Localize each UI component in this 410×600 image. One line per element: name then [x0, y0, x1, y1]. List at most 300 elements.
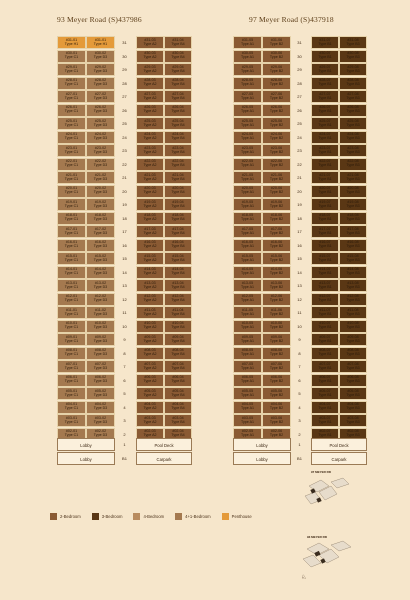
unit-cell[interactable]	[164, 144, 192, 157]
unit-cell[interactable]	[164, 266, 192, 279]
unit-cell[interactable]	[311, 266, 339, 279]
unit-cell[interactable]	[86, 77, 115, 90]
unit-cell[interactable]	[136, 252, 164, 265]
unit-cell[interactable]	[339, 401, 367, 414]
unit-cell[interactable]	[86, 104, 115, 117]
unit-cell[interactable]	[57, 131, 86, 144]
unit-cell[interactable]	[164, 333, 192, 346]
unit-cell[interactable]	[311, 239, 339, 252]
unit-type: Type A1	[241, 176, 254, 181]
unit-type: Type A1	[241, 284, 254, 289]
unit-cell[interactable]	[233, 306, 262, 319]
unit-cell[interactable]	[233, 90, 262, 103]
unit-cell[interactable]	[86, 239, 115, 252]
unit-cell[interactable]	[86, 320, 115, 333]
legend-swatch	[92, 513, 99, 520]
unit-cell[interactable]	[136, 104, 164, 117]
unit-cell[interactable]	[262, 252, 291, 265]
unit-cell[interactable]	[339, 320, 367, 333]
unit-cell[interactable]	[233, 158, 262, 171]
unit-cell[interactable]	[233, 212, 262, 225]
unit-cell[interactable]	[262, 131, 291, 144]
unit-cell[interactable]	[262, 387, 291, 400]
unit-cell[interactable]	[311, 306, 339, 319]
unit-number: #06-02	[94, 375, 107, 380]
unit-type: Type B2	[269, 190, 284, 195]
unit-cell[interactable]	[164, 131, 192, 144]
unit-cell[interactable]	[57, 306, 86, 319]
unit-number: #03-05	[241, 415, 254, 420]
unit-cell[interactable]	[86, 387, 115, 400]
unit-cell[interactable]	[57, 360, 86, 373]
unit-cell[interactable]	[136, 144, 164, 157]
unit-cell[interactable]	[86, 252, 115, 265]
unit-number: #03-07	[319, 415, 331, 420]
unit-cell[interactable]	[339, 279, 367, 292]
unit-cell[interactable]	[136, 171, 164, 184]
unit-cell[interactable]	[262, 293, 291, 306]
unit-cell[interactable]	[233, 333, 262, 346]
unit-type: Type B4	[171, 298, 185, 303]
unit-cell[interactable]	[339, 158, 367, 171]
unit-type: Type D3	[93, 406, 108, 411]
unit-cell[interactable]	[311, 171, 339, 184]
unit-type: Type A1	[241, 109, 254, 114]
unit-cell[interactable]	[339, 333, 367, 346]
unit-cell[interactable]	[136, 414, 164, 427]
unit-cell[interactable]	[233, 360, 262, 373]
unit-cell[interactable]	[136, 185, 164, 198]
unit-cell[interactable]	[262, 333, 291, 346]
unit-number: #18-04	[172, 213, 184, 218]
floor-number: 8	[298, 350, 301, 356]
unit-cell[interactable]	[339, 117, 367, 130]
unit-cell[interactable]	[262, 374, 291, 387]
unit-cell[interactable]	[136, 198, 164, 211]
unit-cell[interactable]	[136, 387, 164, 400]
unit-cell[interactable]	[339, 387, 367, 400]
unit-cell[interactable]	[311, 279, 339, 292]
unit-cell[interactable]	[262, 401, 291, 414]
unit-cell[interactable]	[86, 212, 115, 225]
unit-cell[interactable]	[164, 293, 192, 306]
unit-cell[interactable]	[233, 198, 262, 211]
unit-cell[interactable]	[164, 50, 192, 63]
unit-cell[interactable]	[311, 50, 339, 63]
unit-cell[interactable]	[57, 347, 86, 360]
floor-number: 19	[297, 202, 302, 207]
unit-cell[interactable]	[262, 104, 291, 117]
unit-cell[interactable]	[57, 117, 86, 130]
unit-cell[interactable]	[311, 212, 339, 225]
unit-cell[interactable]	[136, 320, 164, 333]
unit-cell[interactable]	[57, 239, 86, 252]
unit-cell[interactable]	[339, 374, 367, 387]
unit-cell[interactable]	[136, 279, 164, 292]
unit-cell[interactable]	[136, 347, 164, 360]
unit-cell[interactable]	[57, 50, 86, 63]
unit-cell[interactable]	[311, 293, 339, 306]
unit-cell[interactable]	[57, 225, 86, 238]
unit-cell[interactable]	[136, 158, 164, 171]
unit-number: #04-07	[319, 402, 331, 407]
unit-cell[interactable]	[233, 414, 262, 427]
unit-cell[interactable]	[339, 185, 367, 198]
unit-type: Type A1	[241, 122, 254, 127]
unit-cell[interactable]	[311, 252, 339, 265]
unit-cell[interactable]	[57, 77, 86, 90]
unit-cell[interactable]	[86, 90, 115, 103]
unit-cell[interactable]	[311, 374, 339, 387]
unit-cell[interactable]	[86, 171, 115, 184]
unit-cell[interactable]	[311, 360, 339, 373]
unit-number: #02-08	[347, 429, 359, 434]
unit-number: #25-05	[241, 118, 254, 123]
unit-type: Type C1	[64, 190, 79, 195]
unit-cell[interactable]	[164, 239, 192, 252]
unit-cell[interactable]	[233, 320, 262, 333]
unit-cell[interactable]	[136, 90, 164, 103]
unit-type: Type B4	[171, 433, 185, 438]
unit-cell[interactable]	[136, 36, 164, 49]
unit-cell[interactable]	[339, 198, 367, 211]
unit-cell[interactable]	[164, 185, 192, 198]
unit-cell[interactable]	[233, 185, 262, 198]
unit-number: #14-07	[319, 267, 331, 272]
unit-cell[interactable]	[233, 144, 262, 157]
unit-cell[interactable]	[164, 279, 192, 292]
unit-cell[interactable]	[164, 225, 192, 238]
unit-cell[interactable]	[136, 77, 164, 90]
unit-number: #13-01	[65, 280, 78, 285]
unit-cell[interactable]	[262, 50, 291, 63]
unit-cell[interactable]	[86, 158, 115, 171]
unit-type: Type D3	[93, 298, 108, 303]
unit-number: #14-02	[94, 267, 107, 272]
floor-number: 25	[122, 121, 127, 126]
unit-cell[interactable]	[164, 212, 192, 225]
unit-number: #06-03	[144, 375, 156, 380]
unit-cell[interactable]	[164, 347, 192, 360]
unit-cell[interactable]	[57, 158, 86, 171]
unit-cell[interactable]	[86, 50, 115, 63]
unit-cell[interactable]	[57, 90, 86, 103]
unit-cell[interactable]	[339, 347, 367, 360]
unit-cell[interactable]	[164, 104, 192, 117]
unit-cell[interactable]	[136, 306, 164, 319]
unit-cell[interactable]	[262, 347, 291, 360]
unit-cell[interactable]	[311, 144, 339, 157]
unit-cell[interactable]	[262, 77, 291, 90]
unit-cell[interactable]	[164, 198, 192, 211]
unit-number: #12-08	[347, 294, 359, 299]
unit-type: Type B4	[171, 190, 185, 195]
unit-cell[interactable]	[233, 266, 262, 279]
unit-number: #02-03	[144, 429, 156, 434]
unit-cell[interactable]	[164, 360, 192, 373]
unit-cell[interactable]	[233, 279, 262, 292]
unit-cell[interactable]	[233, 117, 262, 130]
unit-type: Type D3	[93, 271, 108, 276]
unit-cell[interactable]	[57, 266, 86, 279]
unit-cell[interactable]	[339, 171, 367, 184]
unit-cell[interactable]	[86, 293, 115, 306]
floor-number: 20	[297, 188, 302, 194]
unit-number: #08-08	[347, 348, 359, 353]
unit-cell[interactable]	[311, 117, 339, 130]
unit-cell[interactable]	[262, 239, 291, 252]
unit-type: Type A2	[143, 392, 157, 397]
unit-number: #29-07	[319, 64, 331, 69]
unit-cell[interactable]	[262, 158, 291, 171]
unit-cell[interactable]	[136, 212, 164, 225]
unit-cell[interactable]	[233, 171, 262, 184]
unit-cell[interactable]	[164, 320, 192, 333]
unit-cell[interactable]	[136, 266, 164, 279]
unit-cell[interactable]	[233, 293, 262, 306]
unit-cell[interactable]	[262, 198, 291, 211]
unit-cell[interactable]	[262, 266, 291, 279]
unit-cell[interactable]	[233, 104, 262, 117]
unit-cell[interactable]	[57, 185, 86, 198]
unit-cell[interactable]	[164, 252, 192, 265]
unit-cell[interactable]	[86, 347, 115, 360]
unit-number: #30-03	[144, 51, 156, 56]
keyplan-97	[301, 470, 359, 516]
unit-type: Type B1	[318, 109, 332, 114]
unit-cell[interactable]	[233, 252, 262, 265]
unit-number: #04-01	[65, 402, 78, 407]
unit-number: #16-05	[241, 240, 254, 245]
unit-type: Type A1	[241, 271, 254, 276]
unit-cell[interactable]	[233, 36, 262, 49]
unit-cell[interactable]	[233, 50, 262, 63]
unit-cell[interactable]	[262, 360, 291, 373]
unit-type: Type A1	[241, 68, 254, 73]
legend-item	[175, 513, 211, 520]
unit-cell[interactable]	[57, 414, 86, 427]
unit-cell[interactable]	[86, 131, 115, 144]
unit-cell[interactable]	[57, 401, 86, 414]
unit-cell[interactable]	[164, 374, 192, 387]
unit-cell[interactable]	[339, 36, 367, 49]
unit-cell[interactable]	[86, 414, 115, 427]
unit-cell[interactable]	[311, 104, 339, 117]
unit-cell[interactable]	[262, 171, 291, 184]
unit-cell[interactable]	[164, 36, 192, 49]
unit-number: #28-05	[241, 78, 254, 83]
unit-cell[interactable]	[262, 117, 291, 130]
unit-cell[interactable]	[86, 401, 115, 414]
unit-cell[interactable]	[86, 198, 115, 211]
unit-cell[interactable]	[57, 63, 86, 76]
unit-type: Type A1	[241, 95, 254, 100]
unit-cell[interactable]	[233, 77, 262, 90]
unit-cell[interactable]	[57, 252, 86, 265]
unit-cell[interactable]	[311, 198, 339, 211]
unit-cell[interactable]	[262, 36, 291, 49]
unit-number: #21-08	[347, 172, 359, 177]
unit-cell[interactable]	[262, 63, 291, 76]
unit-cell[interactable]	[86, 185, 115, 198]
unit-number: #22-01	[65, 159, 78, 164]
building-93-title: 93 Meyer Road (S)437986	[57, 15, 142, 24]
unit-cell[interactable]	[164, 90, 192, 103]
unit-cell[interactable]	[262, 185, 291, 198]
unit-cell[interactable]	[164, 77, 192, 90]
unit-cell[interactable]	[262, 212, 291, 225]
unit-cell[interactable]	[57, 387, 86, 400]
unit-cell[interactable]	[57, 104, 86, 117]
unit-cell[interactable]	[311, 414, 339, 427]
unit-cell[interactable]	[311, 36, 339, 49]
unit-cell[interactable]	[339, 252, 367, 265]
unit-cell[interactable]	[136, 239, 164, 252]
floor-number: 10	[122, 323, 127, 329]
unit-cell[interactable]	[136, 333, 164, 346]
unit-cell[interactable]	[136, 117, 164, 130]
unit-number: #20-08	[347, 186, 359, 191]
unit-cell[interactable]	[339, 306, 367, 319]
unit-cell[interactable]	[57, 374, 86, 387]
unit-cell[interactable]	[311, 401, 339, 414]
unit-cell[interactable]	[262, 279, 291, 292]
unit-type: Type B1	[318, 406, 332, 411]
floor-number: 4	[298, 404, 301, 410]
unit-cell[interactable]	[339, 144, 367, 157]
unit-cell[interactable]	[339, 212, 367, 225]
unit-cell[interactable]	[164, 387, 192, 400]
unit-number: #15-01	[65, 253, 78, 258]
unit-cell[interactable]	[136, 374, 164, 387]
unit-type: Type B2	[269, 41, 284, 46]
unit-type: Type D3	[93, 365, 108, 370]
unit-number: #14-05	[241, 267, 254, 272]
unit-cell[interactable]	[311, 131, 339, 144]
unit-cell[interactable]	[57, 36, 86, 49]
unit-type: Type B2	[269, 325, 284, 330]
unit-cell[interactable]	[339, 90, 367, 103]
legend-item	[92, 513, 123, 520]
unit-cell[interactable]	[57, 144, 86, 157]
unit-cell[interactable]	[339, 360, 367, 373]
unit-cell[interactable]	[86, 144, 115, 157]
unit-cell[interactable]	[86, 36, 115, 49]
unit-cell[interactable]	[136, 293, 164, 306]
unit-type: Type B3	[346, 122, 360, 127]
unit-cell[interactable]	[136, 401, 164, 414]
unit-cell[interactable]	[311, 387, 339, 400]
unit-cell[interactable]	[339, 414, 367, 427]
unit-cell[interactable]	[57, 333, 86, 346]
unit-cell[interactable]	[311, 185, 339, 198]
unit-cell[interactable]	[57, 212, 86, 225]
unit-cell[interactable]	[86, 306, 115, 319]
unit-cell[interactable]	[233, 225, 262, 238]
unit-cell[interactable]	[339, 50, 367, 63]
unit-cell[interactable]	[311, 90, 339, 103]
unit-cell[interactable]	[262, 144, 291, 157]
unit-cell[interactable]	[233, 347, 262, 360]
unit-cell[interactable]	[339, 266, 367, 279]
unit-cell[interactable]	[164, 401, 192, 414]
unit-cell[interactable]	[233, 401, 262, 414]
unit-cell[interactable]	[262, 414, 291, 427]
unit-cell[interactable]	[86, 117, 115, 130]
unit-cell[interactable]	[339, 293, 367, 306]
unit-cell[interactable]	[86, 225, 115, 238]
unit-cell[interactable]	[262, 306, 291, 319]
unit-cell[interactable]	[136, 50, 164, 63]
unit-number: #16-03	[144, 240, 156, 245]
unit-cell[interactable]	[233, 239, 262, 252]
unit-cell[interactable]	[57, 293, 86, 306]
unit-number: #06-08	[347, 375, 359, 380]
unit-cell[interactable]	[164, 158, 192, 171]
unit-cell[interactable]	[164, 414, 192, 427]
unit-cell[interactable]	[311, 333, 339, 346]
unit-cell[interactable]	[136, 360, 164, 373]
unit-cell[interactable]	[86, 63, 115, 76]
unit-type: Type B2	[269, 433, 284, 438]
unit-cell[interactable]	[57, 279, 86, 292]
unit-cell[interactable]	[86, 279, 115, 292]
unit-cell[interactable]	[311, 63, 339, 76]
unit-cell[interactable]	[262, 320, 291, 333]
unit-cell[interactable]	[136, 225, 164, 238]
floor-number: 24	[297, 134, 302, 140]
unit-cell[interactable]	[311, 225, 339, 238]
carpark-93: Carpark	[136, 452, 192, 465]
unit-cell[interactable]	[86, 360, 115, 373]
unit-cell[interactable]	[233, 131, 262, 144]
unit-cell[interactable]	[339, 104, 367, 117]
unit-cell[interactable]	[233, 374, 262, 387]
unit-number: #19-05	[241, 199, 254, 204]
unit-cell[interactable]	[339, 63, 367, 76]
unit-cell[interactable]	[164, 171, 192, 184]
unit-cell[interactable]	[86, 374, 115, 387]
unit-cell[interactable]	[262, 225, 291, 238]
unit-type: Type B1	[318, 311, 332, 316]
unit-cell[interactable]	[262, 90, 291, 103]
unit-number: #28-06	[270, 78, 283, 83]
unit-cell[interactable]	[164, 306, 192, 319]
unit-cell[interactable]	[57, 171, 86, 184]
unit-cell[interactable]	[136, 63, 164, 76]
unit-cell[interactable]	[86, 333, 115, 346]
unit-cell[interactable]	[311, 77, 339, 90]
unit-cell[interactable]	[57, 198, 86, 211]
unit-cell[interactable]	[86, 266, 115, 279]
unit-cell[interactable]	[164, 117, 192, 130]
unit-type: Type B1	[318, 122, 332, 127]
unit-cell[interactable]	[136, 131, 164, 144]
floor-number: 26	[297, 107, 302, 113]
unit-cell[interactable]	[339, 225, 367, 238]
unit-cell[interactable]	[339, 131, 367, 144]
unit-cell[interactable]	[311, 320, 339, 333]
unit-cell[interactable]	[311, 347, 339, 360]
unit-cell[interactable]	[233, 63, 262, 76]
unit-cell[interactable]	[339, 239, 367, 252]
unit-cell[interactable]	[164, 63, 192, 76]
unit-cell[interactable]	[339, 77, 367, 90]
unit-cell[interactable]	[311, 158, 339, 171]
unit-cell[interactable]	[233, 387, 262, 400]
unit-cell[interactable]	[57, 320, 86, 333]
unit-number: #03-01	[65, 415, 78, 420]
